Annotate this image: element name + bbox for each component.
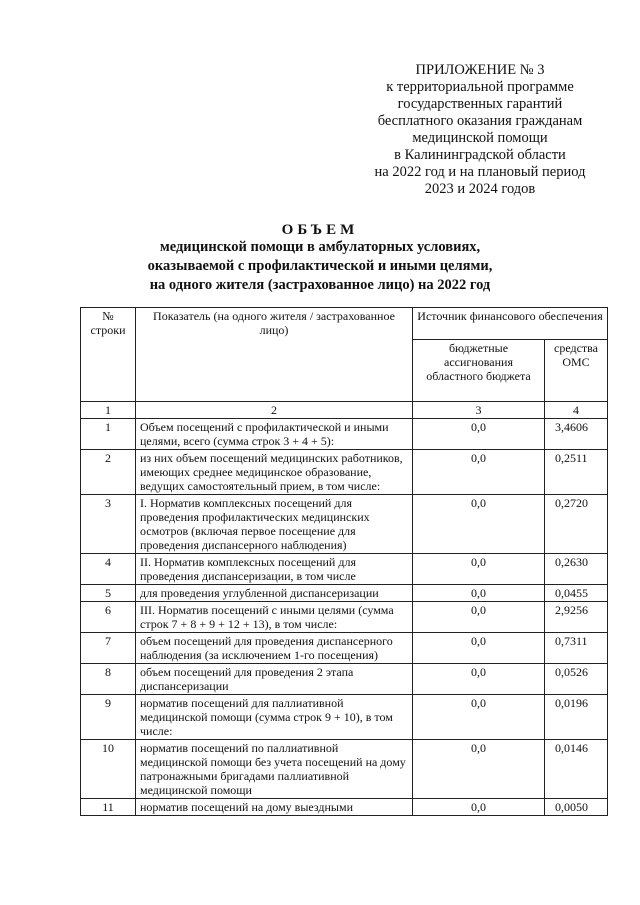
row-number: 8 <box>81 664 136 695</box>
row-indicator: Объем посещений с профилактической и иными целями, всего (сумма строк 3 + 4 + 5): <box>136 419 413 450</box>
row-indicator: объем посещений для проведения 2 этапа диспансеризации <box>136 664 413 695</box>
column-number: 1 <box>81 402 136 419</box>
appendix-title: ПРИЛОЖЕНИЕ № 3 <box>415 62 545 78</box>
appendix-line: 2023 и 2024 годов <box>424 181 536 197</box>
row-number: 5 <box>81 585 136 602</box>
header-budget: бюджетные ассигнования областного бюджета <box>413 340 545 402</box>
appendix-line: бесплатного оказания гражданам <box>377 113 583 129</box>
appendix-line: к территориальной программе <box>386 79 574 95</box>
appendix-header <box>360 62 600 198</box>
row-number: 7 <box>81 633 136 664</box>
row-budget-value: 0,0 <box>413 585 545 602</box>
row-indicator: норматив посещений по паллиативной медицинской помощи без учета посещений на дому патронажными бригадами паллиативной медицинской помощи <box>136 740 413 799</box>
subtitle-line: на одного жителя (застрахованное лицо) на 2022 год <box>149 277 491 293</box>
header-oms: средства ОМС <box>545 340 608 402</box>
row-number: 1 <box>81 419 136 450</box>
row-budget-value: 0,0 <box>413 450 545 495</box>
subtitle-line: медицинской помощи в амбулаторных условиях, <box>159 239 481 255</box>
table-row <box>81 664 608 695</box>
header-row-number: № строки <box>81 308 136 402</box>
row-number: 4 <box>81 554 136 585</box>
row-number: 6 <box>81 602 136 633</box>
row-number: 11 <box>81 799 136 816</box>
row-oms-value: 0,2511 <box>545 450 608 495</box>
header-row <box>81 308 608 340</box>
header-funding-source: Источник финансового обеспечения <box>413 308 608 340</box>
row-oms-value: 0,7311 <box>545 633 608 664</box>
column-numbers-row <box>81 402 608 419</box>
row-indicator: II. Норматив комплексных посещений для проведения диспансеризации, в том числе <box>136 554 413 585</box>
row-number: 9 <box>81 695 136 740</box>
row-oms-value: 0,2630 <box>545 554 608 585</box>
row-number: 2 <box>81 450 136 495</box>
table-row <box>81 495 608 554</box>
row-indicator: объем посещений для проведения диспансерного наблюдения (за исключением 1-го посещения) <box>136 633 413 664</box>
appendix-line: в Калининградской области <box>394 147 566 163</box>
row-budget-value: 0,0 <box>413 495 545 554</box>
header-indicator: Показатель (на одного жителя / застрахованное лицо) <box>136 308 413 402</box>
row-number: 10 <box>81 740 136 799</box>
row-budget-value: 0,0 <box>413 602 545 633</box>
table-row <box>81 554 608 585</box>
table-row <box>81 585 608 602</box>
appendix-line: медицинской помощи <box>412 130 548 146</box>
row-oms-value: 2,9256 <box>545 602 608 633</box>
column-number: 4 <box>545 402 608 419</box>
row-number: 3 <box>81 495 136 554</box>
column-number: 2 <box>136 402 413 419</box>
appendix-line: на 2022 год и на плановый период <box>374 164 586 180</box>
table-row <box>81 799 608 816</box>
row-budget-value: 0,0 <box>413 695 545 740</box>
row-oms-value: 0,0146 <box>545 740 608 799</box>
table-row <box>81 633 608 664</box>
row-oms-value: 3,4606 <box>545 419 608 450</box>
row-indicator: норматив посещений на дому выездными <box>136 799 413 816</box>
row-budget-value: 0,0 <box>413 664 545 695</box>
table-row <box>81 740 608 799</box>
row-indicator: норматив посещений для паллиативной медицинской помощи (сумма строк 9 + 10), в том числе: <box>136 695 413 740</box>
row-indicator: для проведения углубленной диспансеризации <box>136 585 413 602</box>
document-subtitle <box>0 238 640 295</box>
table-body <box>81 308 608 816</box>
table-row <box>81 450 608 495</box>
row-budget-value: 0,0 <box>413 419 545 450</box>
row-indicator: из них объем посещений медицинских работников, имеющих среднее медицинское образование, ведущих самостоятельный прием, в том числе: <box>136 450 413 495</box>
row-budget-value: 0,0 <box>413 554 545 585</box>
subtitle-line: оказываемой с профилактической и иными целями, <box>147 258 493 274</box>
row-oms-value: 0,0050 <box>545 799 608 816</box>
row-indicator: I. Норматив комплексных посещений для проведения профилактических медицинских осмотров (включая первое посещение для проведения диспансерного наблюдения) <box>136 495 413 554</box>
row-indicator: III. Норматив посещений с иными целями (сумма строк 7 + 8 + 9 + 12 + 13), в том числе: <box>136 602 413 633</box>
table-row <box>81 695 608 740</box>
table-row <box>81 602 608 633</box>
appendix-line: государственных гарантий <box>397 96 563 112</box>
row-budget-value: 0,0 <box>413 633 545 664</box>
row-oms-value: 0,0455 <box>545 585 608 602</box>
row-budget-value: 0,0 <box>413 740 545 799</box>
volume-table <box>80 307 608 816</box>
row-budget-value: 0,0 <box>413 799 545 816</box>
column-number: 3 <box>413 402 545 419</box>
row-oms-value: 0,2720 <box>545 495 608 554</box>
row-oms-value: 0,0526 <box>545 664 608 695</box>
table-row <box>81 419 608 450</box>
row-oms-value: 0,0196 <box>545 695 608 740</box>
document-title: ОБЪЕМ <box>281 222 359 238</box>
